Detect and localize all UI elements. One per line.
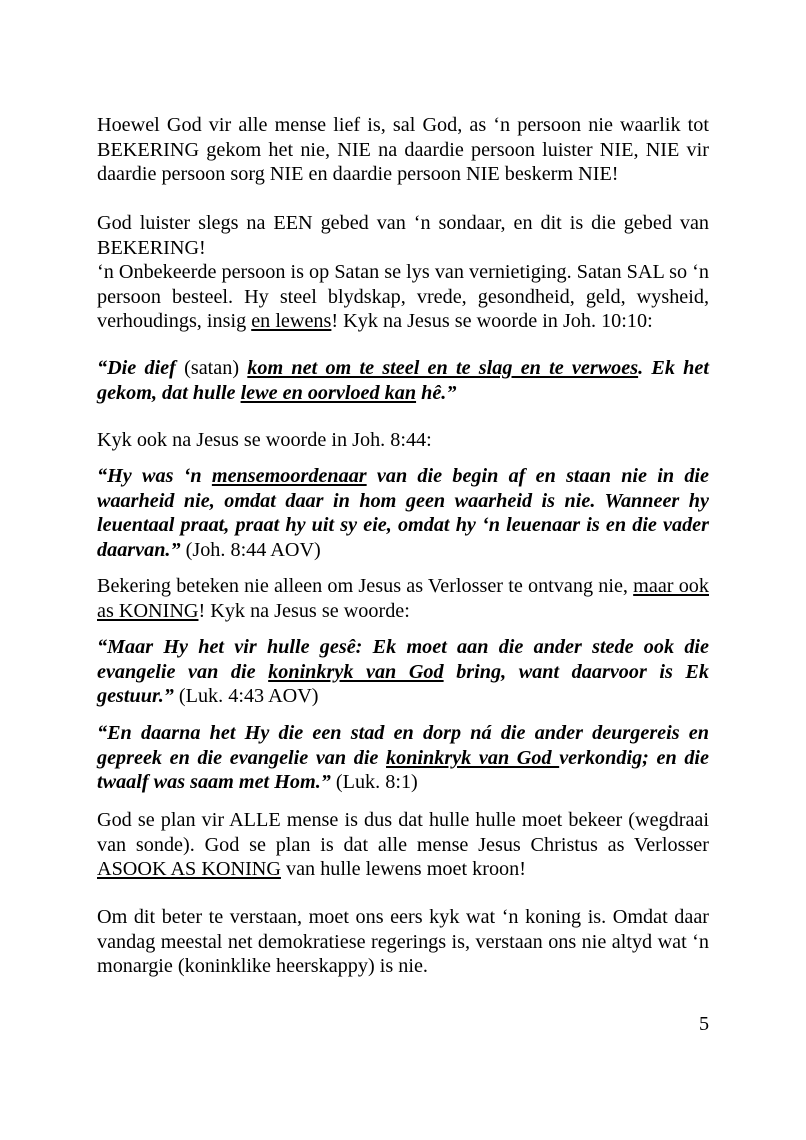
scripture-reference: (Luk. 8:1) xyxy=(330,771,418,793)
paragraph-1-text: Hoewel God vir alle mense lief is, sal God, as ‘n persoon nie waarlik tot BEKERING gekom het nie, NIE na daardie persoon luister NIE, NIE vir daardie persoon sorg NIE en daardie persoon NIE beskerm NIE! xyxy=(97,114,709,185)
paragraph-7 xyxy=(97,574,709,623)
paragraph-3-text-end: ! Kyk na Jesus se woorde in Joh. 10:10: xyxy=(331,310,653,332)
quote-text: “Hy was ‘n xyxy=(97,465,212,487)
paragraph-2-text: God luister slegs na EEN gebed van ‘n sondaar, en dit is die gebed van BEKERING! xyxy=(97,212,709,259)
paragraph-5 xyxy=(97,428,709,453)
paragraph-3 xyxy=(97,260,709,334)
quote-text: “Die dief xyxy=(97,357,176,379)
quote-text-end: hê.” xyxy=(416,381,457,404)
paragraph-7-text-end: ! Kyk na Jesus se woorde: xyxy=(198,599,410,622)
quote-text: . Ek het gekom, dat hulle xyxy=(97,357,709,404)
paragraph-10-text-end: van hulle lewens moet kroon! xyxy=(280,858,526,880)
paragraph-2 xyxy=(97,211,709,260)
quote-text: bring, want daarvoor is Ek gestuur.” xyxy=(97,660,709,707)
quote-underlined-phrase: lewe en oorvloed kan xyxy=(240,381,417,404)
quote-underlined-phrase: koninkryk van God xyxy=(268,660,444,683)
scripture-quote-john-10-10 xyxy=(97,356,709,405)
underlined-phrase: maar ook as KONING xyxy=(97,575,709,622)
scripture-quote-john-8-44 xyxy=(97,464,709,562)
paragraph-10-text: God se plan vir ALLE mense is dus dat hulle hulle moet bekeer (wegdraai van sonde). God se plan is dat alle mense Jesus Christus as Verlosser xyxy=(97,809,709,856)
scripture-reference: (Luk. 4:43 AOV) xyxy=(173,685,319,707)
quote-text: verkondig; en die twaalf was saam met Hom.” xyxy=(97,746,709,793)
quote-text: “En daarna het Hy die een stad en dorp ná die ander deurgereis en gepreek en die evangelie van die xyxy=(97,722,709,769)
quote-aside: (satan) xyxy=(175,357,248,379)
quote-underlined-phrase: kom net om te steel en te slag en te verwoes xyxy=(247,357,639,379)
paragraph-11-text: Om dit beter te verstaan, moet ons eers kyk wat ‘n koning is. Omdat daar vandag meestal net demokratiese regerings is, verstaan ons nie altyd wat ‘n monargie (koninklike heerskappy) is nie. xyxy=(97,906,709,977)
underlined-phrase: en lewens xyxy=(251,310,332,332)
paragraph-11 xyxy=(97,905,709,979)
paragraph-5-text: Kyk ook na Jesus se woorde in Joh. 8:44: xyxy=(97,429,432,451)
scripture-quote-luke-8-1 xyxy=(97,721,709,795)
page-number: 5 xyxy=(699,1013,710,1035)
quote-text: van die begin af en staan nie in die waarheid nie, omdat daar in hom geen waarheid is nie. Wanneer hy leuentaal praat, praat hy uit sy eie, omdat hy ‘n leuenaar is en die vader daarvan.” xyxy=(97,465,710,561)
quote-underlined-phrase: mensemoordenaar xyxy=(211,465,367,487)
underlined-phrase: ASOOK AS KONING xyxy=(97,858,281,880)
paragraph-10 xyxy=(97,808,709,882)
quote-text: “Maar Hy het vir hulle gesê: Ek moet aan die ander stede ook die evangelie van die xyxy=(97,636,709,683)
paragraph-3-text: ‘n Onbekeerde persoon is op Satan se lys van vernietiging. Satan SAL so ‘n persoon besteel. Hy steel blydskap, vrede, gesondheid, geld, wysheid, verhoudings, insig xyxy=(97,261,709,332)
scripture-quote-luke-4-43 xyxy=(97,635,709,709)
paragraph-7-text: Bekering beteken nie alleen om Jesus as Verlosser te ontvang nie, xyxy=(97,575,634,597)
quote-underlined-phrase: koninkryk van God xyxy=(386,746,560,769)
paragraph-1 xyxy=(97,113,709,187)
scripture-reference: (Joh. 8:44 AOV) xyxy=(180,538,321,561)
